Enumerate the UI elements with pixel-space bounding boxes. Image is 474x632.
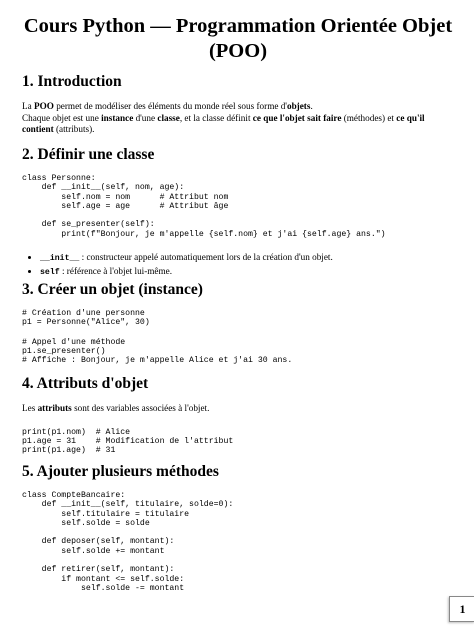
code-block: class CompteBancaire: def __init__(self, titulaire, solde=0): self.titulaire = titulaire self.solde = solde def deposer(self, montant): self.solde += montant def retirer(self, montant): if montant <= self.solde: self.solde -= montant — [22, 491, 234, 593]
text-run: sont des variables associées à l'objet. — [71, 403, 210, 413]
section-multiple-methods — [22, 462, 454, 593]
section-define-class — [22, 145, 454, 279]
text-run: (attributs). — [53, 124, 95, 134]
section-heading: 1. Introduction — [22, 73, 122, 90]
bold-term: instance — [101, 112, 134, 123]
bold-term: objets — [286, 101, 311, 111]
text-run: (méthodes) et — [341, 112, 397, 123]
code-block: print(p1.nom) # Alice p1.age = 31 # Modification de l'attribut print(p1.age) # 31 — [22, 427, 234, 456]
text-run: Les — [22, 403, 38, 413]
bullet-list — [22, 251, 454, 279]
bold-term: attributs — [37, 403, 72, 413]
inline-code: __init__ — [40, 254, 80, 264]
text-run: d'une — [133, 112, 158, 123]
text-run: permet de modéliser des éléments du monde réel sous forme d' — [53, 101, 287, 111]
list-item-text: : référence à l'objet lui-même. — [59, 266, 173, 277]
bold-term: ce que l'objet sait faire — [252, 112, 342, 123]
text-run: , et la classe définit — [179, 112, 253, 123]
section-object-attributes — [22, 374, 454, 455]
section-heading: 2. Définir une classe — [22, 146, 155, 163]
page-number: 1 — [449, 596, 474, 622]
attributes-paragraph — [22, 403, 454, 415]
section-create-object — [22, 280, 454, 365]
list-item — [40, 251, 454, 265]
intro-paragraph — [22, 101, 454, 136]
document-page — [22, 14, 454, 593]
code-block: # Appel d'une méthode p1.se_presenter() # Affiche : Bonjour, je m'appelle Alice et j'ai 30 ans. — [22, 337, 293, 366]
section-introduction — [22, 72, 454, 136]
text-run: . — [310, 101, 313, 111]
bold-term: classe — [157, 112, 180, 123]
code-block: class Personne: def __init__(self, nom, age): self.nom = nom # Attribut nom self.age = age # Attribut âge def se_presenter(self): print(f"Bonjour, je m'appelle {self.nom} et j'ai {self.age} ans.") — [22, 174, 386, 239]
inline-code: self — [40, 268, 60, 278]
code-block: # Création d'une personne p1 = Personne("Alice", 30) — [22, 309, 150, 328]
section-heading: 4. Attributs d'objet — [22, 375, 149, 392]
section-heading: 5. Ajouter plusieurs méthodes — [22, 463, 219, 480]
bold-term: ce qu'il contient — [22, 112, 425, 134]
page-title: Cours Python — Programmation Orientée Objet (POO) — [23, 15, 453, 62]
list-item-text: : constructeur appelé automatiquement lors de la création d'un objet. — [79, 252, 333, 263]
list-item — [40, 265, 454, 279]
section-heading: 3. Créer un objet (instance) — [22, 281, 203, 298]
text-run: La — [22, 101, 34, 111]
text-run: Chaque objet est une — [22, 112, 102, 123]
bold-term: POO — [34, 101, 54, 111]
